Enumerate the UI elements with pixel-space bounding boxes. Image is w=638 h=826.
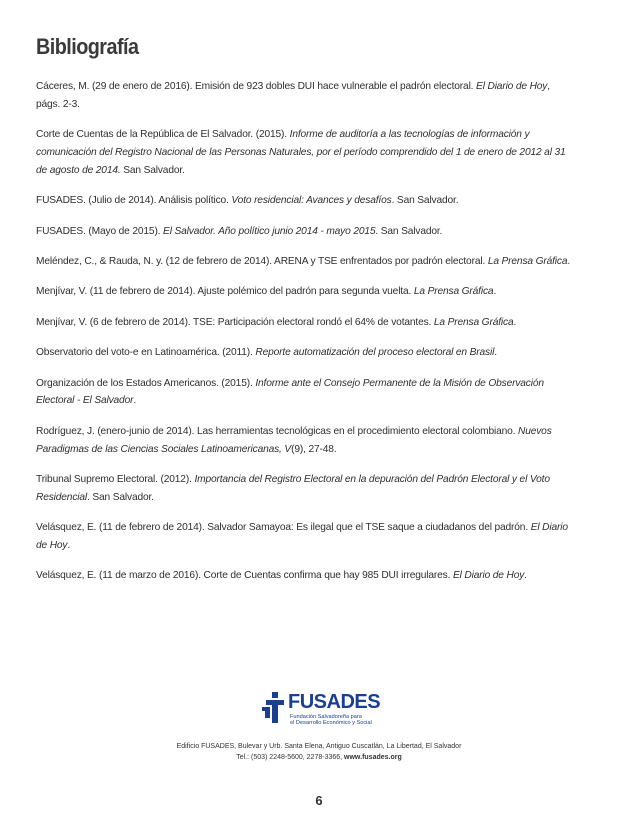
bibliography-entry: FUSADES. (Mayo de 2015). El Salvador. Año político junio 2014 - mayo 2015. San Salvador. <box>36 225 443 237</box>
page-title: Bibliografía <box>36 34 139 59</box>
bibliography-entry: Observatorio del voto-e en Latinoamérica. (2011). Reporte automatización del proceso electoral en Brasil. <box>36 347 497 359</box>
website-link[interactable]: www.fusades.org <box>344 754 402 761</box>
bibliography-entry: Menjívar, V. (6 de febrero de 2014). TSE: Participación electoral rondó el 64% de votantes. La Prensa Gráfica. <box>36 316 517 328</box>
bibliography-entry: Velásquez, E. (11 de marzo de 2016). Corte de Cuentas confirma que hay 985 DUI irregulares. El Diario de Hoy. <box>36 570 527 582</box>
bibliography-entry: Velásquez, E. (11 de febrero de 2014). Salvador Samayoa: Es ilegal que el TSE saque a ciudadanos del padrón. El Diario de Hoy. <box>36 522 568 551</box>
bibliography-entry: Meléndez, C., & Rauda, N. y. (12 de febrero de 2014). ARENA y TSE enfrentados por padrón electoral. La Prensa Gráfica. <box>36 255 571 267</box>
bibliography-entry: Corte de Cuentas de la República de El Salvador. (2015). Informe de auditoría a las tecnologías de información y comunicación del Registro Nacional de las Personas Naturales, por el período comprendido del 1 de enero de 2012 al 31 de agosto de 2014. San Salvador. <box>36 129 566 176</box>
bibliography-entry: Tribunal Supremo Electoral. (2012). Importancia del Registro Electoral en la depuración del Padrón Electoral y el Voto Residencial. San Salvador. <box>36 473 550 503</box>
logo-subtitle: Fundación Salvadoreña para el Desarrollo Económico y Social <box>290 714 372 727</box>
page-number: 6 <box>315 793 323 808</box>
fusades-logo-icon <box>262 692 286 724</box>
logo-wordmark: FUSADES <box>288 691 381 713</box>
bibliography-entry: Cáceres, M. (29 de enero de 2016). Emisión de 923 dobles DUI hace vulnerable el padrón electoral. El Diario de Hoy, págs. 2-3. <box>36 81 550 110</box>
bibliography-entry: Organización de los Estados Americanos. (2015). Informe ante el Consejo Permanente de la Misión de Observación Electoral - El Salvador. <box>36 377 544 407</box>
bibliography-entry: Menjívar, V. (11 de febrero de 2014). Ajuste polémico del padrón para segunda vuelta. La Prensa Gráfica. <box>36 286 497 298</box>
footer-contact: Tel.: (503) 2248-5600, 2278-3366, www.fusades.org <box>236 754 402 761</box>
bibliography-list <box>36 78 576 598</box>
bibliography-entry: Rodríguez, J. (enero-junio de 2014). Las herramientas tecnológicas en el procedimiento electoral colombiano. Nuevos Paradigmas de las Ciencias Sociales Latinoamericanas, V(9), 27-48. <box>36 425 552 455</box>
footer-address: Edificio FUSADES, Bulevar y Urb. Santa Elena, Antiguo Cuscatlán, La Libertad, El Salvador <box>176 743 462 750</box>
bibliography-entry: FUSADES. (Julio de 2014). Análisis político. Voto residencial: Avances y desafíos. San Salvador. <box>36 195 459 207</box>
fusades-logo <box>262 690 392 730</box>
